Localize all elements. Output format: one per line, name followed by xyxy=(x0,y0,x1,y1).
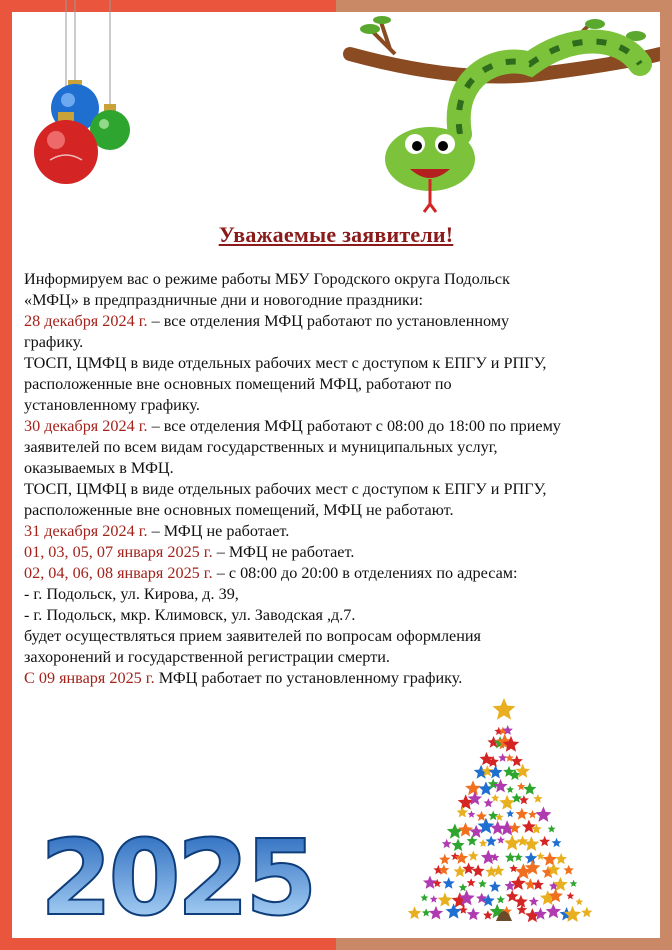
date-highlight: С 09 января 2025 г. xyxy=(24,669,155,687)
tree-star-icon xyxy=(468,851,479,861)
schedule-text: МФЦ работает по установленному графику. xyxy=(154,669,463,687)
tree-star-icon xyxy=(494,779,508,793)
christmas-ornaments-icon xyxy=(20,0,140,200)
date-highlight: 01, 03, 05, 07 января 2025 г. xyxy=(24,543,213,561)
announcement-line xyxy=(24,416,654,437)
tree-star-icon xyxy=(522,820,536,833)
announcement-line: заявителей по всем видам государственных и муниципальных услуг, xyxy=(24,438,498,456)
tree-star-icon xyxy=(548,825,556,833)
tree-star-icon xyxy=(509,864,517,872)
announcement-line xyxy=(24,542,654,563)
tree-star-icon xyxy=(467,908,480,921)
tree-star-icon xyxy=(485,836,497,847)
tree-star-icon xyxy=(443,877,455,889)
tree-star-icon xyxy=(535,807,551,822)
tree-star-icon xyxy=(479,839,487,847)
tree-star-icon xyxy=(459,883,468,891)
announcement-body xyxy=(24,269,654,689)
tree-star-icon xyxy=(546,904,561,919)
tree-star-icon xyxy=(484,798,494,807)
tree-star-icon xyxy=(517,835,528,846)
tree-star-icon xyxy=(455,851,468,864)
announcement-line: оказываемых в МФЦ. xyxy=(24,459,174,477)
tree-star-icon xyxy=(422,908,431,916)
tree-star-icon xyxy=(529,897,539,906)
announcement-line: графику. xyxy=(24,333,84,351)
tree-star-icon xyxy=(468,810,476,817)
announcement-line: расположенные вне основных помещений МФЦ, работают по xyxy=(24,375,452,393)
tree-star-icon xyxy=(533,794,542,803)
tree-star-icon xyxy=(497,895,505,903)
tree-star-icon xyxy=(482,894,495,906)
tree-star-icon xyxy=(451,839,464,852)
tree-star-icon xyxy=(567,892,575,899)
announcement-line xyxy=(24,521,654,542)
tree-star-icon xyxy=(491,794,499,802)
tree-star-icon xyxy=(447,823,463,838)
schedule-text: – все отделения МФЦ работают по установленному xyxy=(147,312,510,330)
tree-star-icon xyxy=(539,836,550,846)
tree-star-icon xyxy=(516,808,529,820)
announcement-line xyxy=(24,563,654,584)
announcement-line: ТОСП, ЦМФЦ в виде отдельных рабочих мест с доступом к ЕПГУ и РПГУ, xyxy=(24,354,547,372)
tree-star-icon xyxy=(519,795,529,804)
date-highlight: 31 декабря 2024 г. xyxy=(24,522,148,540)
tree-star-icon xyxy=(528,810,537,818)
tree-star-icon xyxy=(469,825,483,838)
tree-star-icon xyxy=(463,863,475,875)
tree-star-icon xyxy=(429,906,443,920)
tree-star-icon xyxy=(524,836,540,851)
tree-star-icon xyxy=(408,906,422,919)
date-highlight: 02, 04, 06, 08 января 2025 г. xyxy=(24,564,213,582)
tree-star-icon xyxy=(446,903,462,918)
tree-star-icon xyxy=(489,765,503,778)
tree-star-icon xyxy=(542,852,557,866)
page-title: Уважаемые заявители! xyxy=(218,222,454,247)
tree-star-icon xyxy=(439,854,450,865)
announcement-line: - г. Подольск, ул. Кирова, д. 39, xyxy=(24,585,239,603)
tree-star-icon xyxy=(483,910,493,919)
tree-star-icon xyxy=(489,881,501,892)
tree-star-icon xyxy=(504,835,520,850)
schedule-text: – с 08:00 до 20:00 в отделениях по адресам: xyxy=(212,564,518,582)
tree-star-icon xyxy=(534,907,547,919)
tree-star-icon xyxy=(442,839,452,848)
announcement-line xyxy=(24,311,654,332)
tree-star-icon xyxy=(514,895,528,908)
schedule-text: – МФЦ не работает. xyxy=(212,543,355,561)
tree-star-icon xyxy=(430,895,438,902)
tree-star-icon xyxy=(433,879,442,887)
tree-star-icon xyxy=(467,878,476,887)
tree-star-icon xyxy=(421,894,429,902)
tree-star-icon xyxy=(498,753,507,762)
tree-star-icon xyxy=(493,698,516,720)
tree-star-icon xyxy=(536,852,545,860)
tree-star-icon xyxy=(467,835,478,845)
schedule-text: – все отделения МФЦ работают с 08:00 до 18:00 по приему xyxy=(147,417,561,435)
date-highlight: 30 декабря 2024 г. xyxy=(24,417,148,435)
tree-star-icon xyxy=(514,853,523,861)
tree-star-icon xyxy=(488,811,498,821)
announcement-line: расположенные вне основных помещений, МФЦ не работают. xyxy=(24,501,454,519)
announcement-line: «МФЦ» в предпраздничные дни и новогодние праздники: xyxy=(24,291,424,309)
announcement-line: - г. Подольск, мкр. Климовск, ул. Заводская ,д.7. xyxy=(24,606,356,624)
tree-star-icon xyxy=(517,782,525,790)
announcement-line: будет осуществляться прием заявителей по вопросам оформления xyxy=(24,627,481,645)
tree-star-icon xyxy=(511,876,526,890)
tree-star-icon xyxy=(523,782,536,795)
announcement-line: захоронений и государственной регистрации смерти. xyxy=(24,648,390,666)
schedule-text: – МФЦ не работает. xyxy=(147,522,290,540)
tree-star-icon xyxy=(570,880,578,887)
tree-star-icon xyxy=(497,836,505,844)
year-2025-decoration xyxy=(40,826,370,926)
tree-star-icon xyxy=(575,898,583,905)
tree-star-icon xyxy=(555,853,567,864)
announcement-line xyxy=(24,668,654,689)
tree-star-icon xyxy=(472,864,485,876)
svg-text:2025: 2025 xyxy=(40,826,314,926)
tree-star-icon xyxy=(465,780,481,795)
snake-on-branch-icon xyxy=(340,14,660,214)
tree-star-icon xyxy=(505,852,516,862)
tree-star-icon xyxy=(525,852,538,864)
tree-star-icon xyxy=(532,879,544,890)
tree-star-icon xyxy=(506,810,514,818)
star-christmas-tree-icon xyxy=(400,696,620,936)
announcement-line: Информируем вас о режиме работы МБУ Городского округа Подольск xyxy=(24,270,510,288)
tree-star-icon xyxy=(438,892,453,906)
tree-star-icon xyxy=(457,807,468,818)
tree-star-icon xyxy=(458,822,473,836)
tree-star-icon xyxy=(478,880,487,888)
tree-star-icon xyxy=(459,905,468,913)
tree-star-icon xyxy=(506,786,514,793)
announcement-line: ТОСП, ЦМФЦ в виде отдельных рабочих мест с доступом к ЕПГУ и РПГУ, xyxy=(24,480,547,498)
announcement-line: установленному графику. xyxy=(24,396,200,414)
tree-star-icon xyxy=(563,865,574,875)
tree-star-icon xyxy=(454,865,467,877)
date-highlight: 28 декабря 2024 г. xyxy=(24,312,148,330)
tree-star-icon xyxy=(581,907,592,918)
tree-star-icon xyxy=(552,838,562,847)
